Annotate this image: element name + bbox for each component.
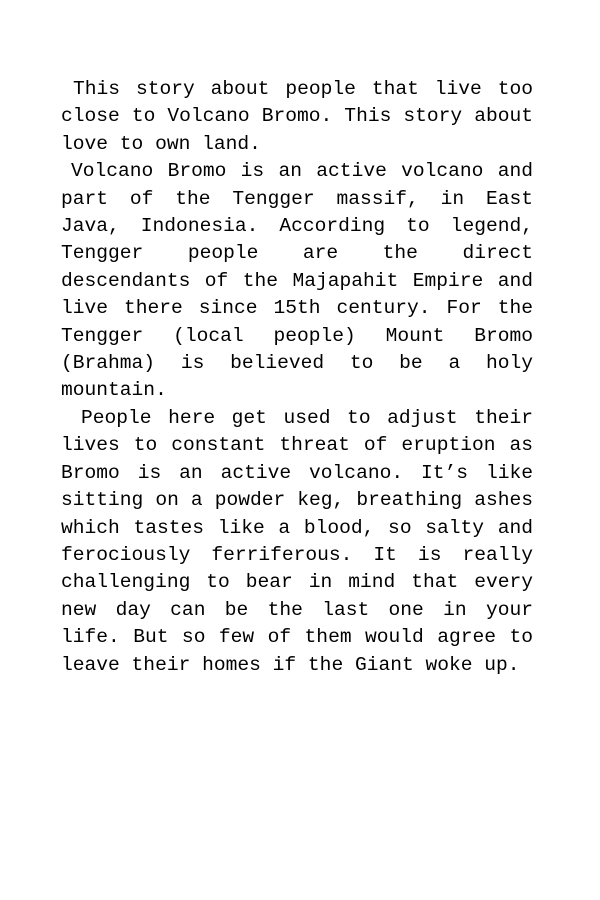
- paragraph-bromo-description: Volcano Bromo is an active volcano and part of the Tengger massif, in East Java, Indonesia. According to legend, Tengger people are the direct descendants of the Majapahit Empire and live there since 15th century. For the Tengger (local people) Mount Bromo (Brahma) is believed to be a holy mountain.: [61, 160, 533, 402]
- paragraph-living-with-threat: People here get used to adjust their lives to constant threat of eruption as Bromo is an active volcano. It’s like sitting on a powder keg, breathing ashes which tastes like a blood, so salty and ferociously ferriferous. It is really challenging to bear in mind that every new day can be the last one in your life. But so few of them would agree to leave their homes if the Giant woke up.: [61, 406, 533, 676]
- document-page: [61, 76, 533, 679]
- paragraph-intro: This story about people that live too close to Volcano Bromo. This story about love to own land.: [61, 78, 533, 155]
